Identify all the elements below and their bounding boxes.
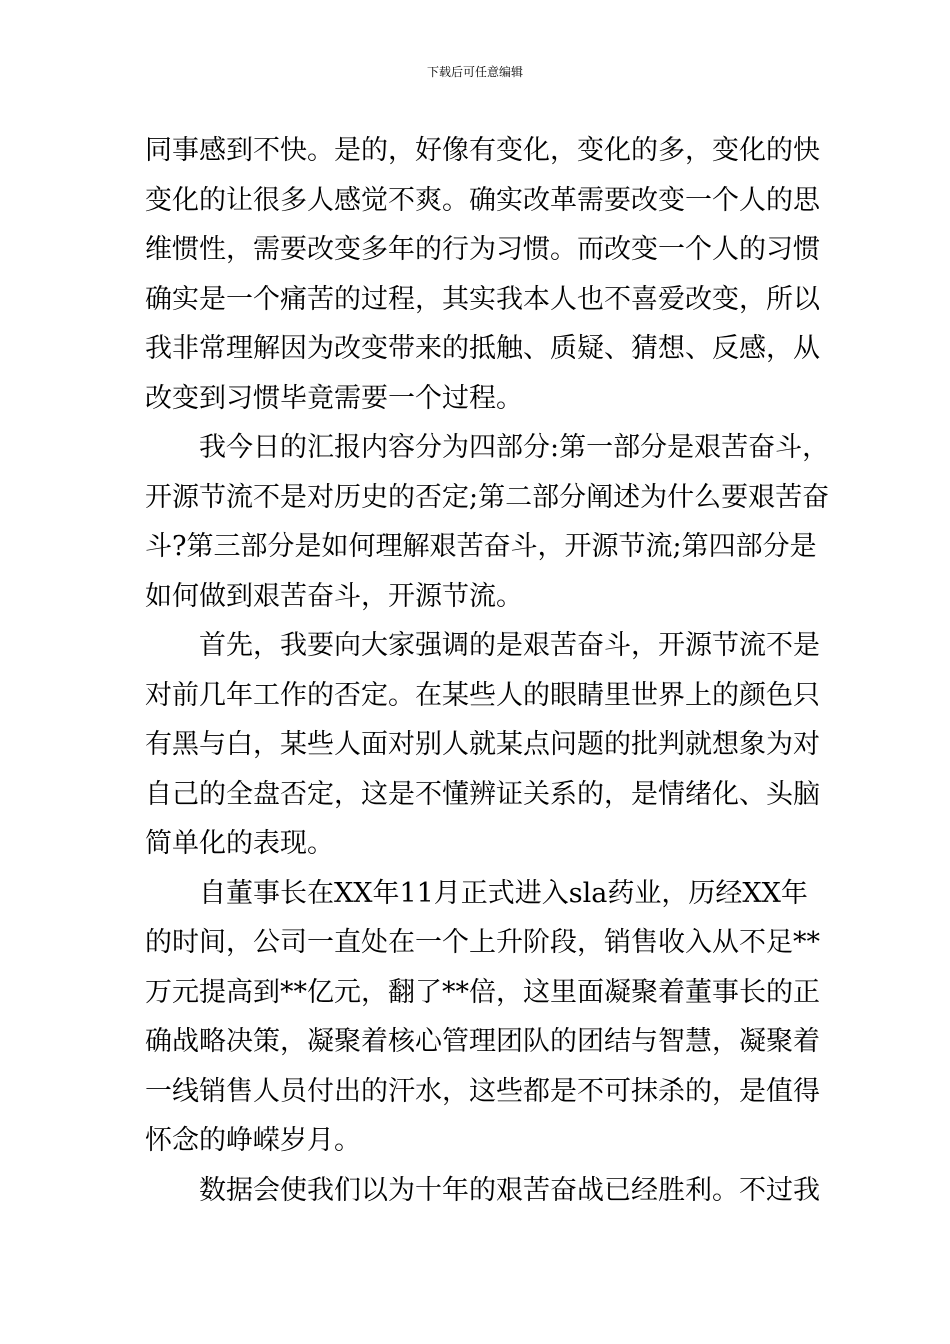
text-line: 确战略决策，凝聚着核心管理团队的团结与智慧，凝聚着	[145, 1026, 820, 1057]
text-line: 如何做到艰苦奋斗，开源节流。	[145, 580, 523, 612]
text-line: 我非常理解因为改变带来的抵触、质疑、猜想、反感，从	[145, 333, 820, 364]
text-line: 斗?第三部分是如何理解艰苦奋斗，开源节流;第四部分是	[145, 531, 817, 562]
text-line: 的时间，公司一直处在一个上升阶段，销售收入从不足**	[145, 927, 820, 958]
text-line: 改变到习惯毕竟需要一个过程。	[145, 382, 523, 414]
text-line: 一线销售人员付出的汗水，这些都是不可抹杀的，是值得	[145, 1075, 820, 1107]
page-header: 下载后可任意编辑	[426, 65, 523, 79]
text-line: 万元提高到**亿元，翻了**倍，这里面凝聚着董事长的正	[145, 976, 820, 1008]
text-line: 我今日的汇报内容分为四部分:第一部分是艰苦奋斗，	[199, 432, 830, 463]
text-line: 有黑与白，某些人面对别人就某点问题的批判就想象为对	[145, 729, 820, 760]
text-line: 维惯性，需要改变多年的行为习惯。而改变一个人的习惯	[145, 234, 820, 265]
text-line: 确实是一个痛苦的过程，其实我本人也不喜爱改变，所以	[145, 283, 820, 315]
text-line: 开源节流不是对历史的否定;第二部分阐述为什么要艰苦奋	[145, 481, 830, 513]
text-line: 数据会使我们以为十年的艰苦奋战已经胜利。不过我	[199, 1174, 820, 1206]
text-line: 首先，我要向大家强调的是艰苦奋斗，开源节流不是	[199, 630, 820, 661]
text-line: 同事感到不快。是的，好像有变化，变化的多，变化的快	[145, 135, 820, 166]
text-line: 自己的全盘否定，这是不懂辨证关系的，是情绪化、头脑	[145, 778, 820, 810]
text-line: 自董事长在XX年11月正式进入sla药业，历经XX年	[199, 877, 808, 909]
text-line: 怀念的峥嵘岁月。	[145, 1125, 361, 1156]
document-body	[145, 126, 830, 1215]
text-line: 简单化的表现。	[145, 828, 334, 859]
text-line: 对前几年工作的否定。在某些人的眼睛里世界上的颜色只	[145, 679, 820, 711]
text-line: 变化的让很多人感觉不爽。确实改革需要改变一个人的思	[145, 184, 820, 216]
